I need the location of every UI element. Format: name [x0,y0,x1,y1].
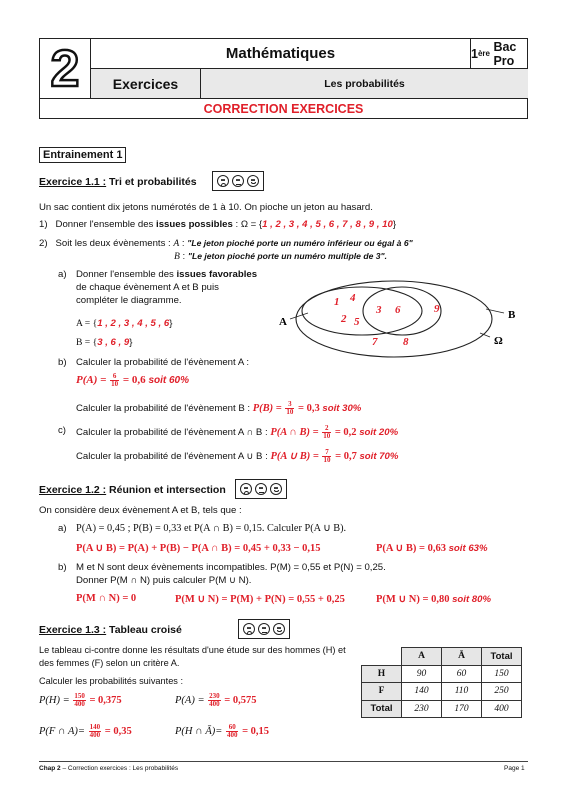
pA-den: 10 [111,380,119,388]
table-cell: 400 [482,700,522,718]
venn-label-omega: Ω [494,335,503,347]
q1-number: 1) [39,219,48,230]
level-sup: ère [477,49,490,58]
chapter-number-cell [40,39,91,99]
venn-value: 8 [403,336,409,348]
pA-num: 6 [110,373,119,381]
q1-after: : Ω = { [232,219,263,230]
pB-text: Calculer la probabilité de l'évènement B : [76,402,253,414]
table-cell: 110 [442,683,482,701]
ex12b-calc1: P(M ∩ N) = 0 [76,593,137,604]
ex12-heading [39,484,226,496]
ex13-intro2: des femmes (F) selon un critère A. [39,658,180,668]
pA2-lhs: P(A) = [175,694,208,706]
pAnB-den: 10 [323,432,331,440]
footer-divider [39,761,528,762]
pAuB-result: = 0,7 [332,450,360,462]
pB-lhs: P(B) = [252,402,285,414]
pAnB-lhs: P(A ∩ B) = [270,426,322,438]
sad-face-icon [217,175,229,187]
q2-text: Soit les deux évènements : [55,238,174,249]
pB-line [76,401,361,416]
sad-face-icon [243,623,255,635]
ex13-intro1: Le tableau ci-contre donne les résultats d'une étude sur des hommes (H) et [39,645,346,655]
set-b-values: 3 , 6 , 9 [97,337,130,348]
pFA-result: = 0,35 [102,725,132,737]
pAnB-percent: soit 20% [359,426,399,438]
neutral-face-icon [258,623,270,635]
ex12b-result [376,593,491,605]
difficulty-smileys [212,171,264,191]
ex11-intro: Un sac contient dix jetons numérotés de 1 à 10. On pioche un jeton au hasard. [39,202,373,213]
q2a-line2: de chaque évènement A et B puis [76,282,219,293]
pA2-den: 400 [209,700,220,708]
table-row [362,665,522,683]
event-a-desc: "Le jeton pioché porte un numéro inférieur ou égal à 6" [187,238,413,248]
pFA-lhs: P(F ∩ A)= [39,725,88,737]
q2a-line3: compléter le diagramme. [76,295,182,306]
table-row-label: Total [362,700,402,718]
table-row-label: H [362,665,402,683]
neutral-face-icon [232,175,244,187]
event-a-name: A [173,238,180,249]
pH-formula [39,693,122,708]
venn-value: 2 [341,313,347,325]
ex13-heading [39,624,182,636]
pHA-result: = 0,15 [239,725,270,737]
set-b-close: } [129,337,133,348]
ex11-heading [39,176,197,188]
set-b-ellipse [363,287,441,335]
ex12a-calc: P(A ∪ B) = P(A) + P(B) − P(A ∩ B) = 0,45 + 0,33 − 0,15 [76,543,321,554]
q2c-label: c) [58,425,66,436]
pB-result: = 0,3 [295,402,323,414]
table-cell: 170 [442,700,482,718]
q1-text: Donner l'ensemble des [55,219,157,230]
set-a-prefix: A = { [76,318,98,329]
venn-value: 7 [372,336,378,348]
section-label: Exercices [91,69,201,99]
ex11-label: Exercice 1.1 : [39,176,107,188]
header-box [39,38,528,119]
pH-lhs: P(H) = [39,694,73,706]
happy-face-icon [270,483,282,495]
table-header: Ā [442,648,482,666]
pAnB-result: = 0,2 [332,426,360,438]
pAuB-num: 7 [322,449,331,457]
table-row [362,700,522,718]
level-prefix: 1 [471,46,478,61]
ex12-intro: On considère deux évènement A et B, tels que : [39,505,242,516]
q2-number: 2) [39,238,48,249]
venn-value: 4 [350,292,356,304]
set-a-ellipse [302,287,422,335]
training-title: Entrainement 1 [39,147,126,163]
venn-label-a: A [279,316,287,328]
chapter-number: 2 [50,39,80,98]
pH-result: = 0,375 [86,694,122,706]
pA-lhs: P(A) = [76,374,110,387]
subject-title: Mathématiques [91,39,471,69]
happy-face-icon [247,175,259,187]
difficulty-smileys [238,619,290,639]
set-a-close: } [169,318,173,329]
ex11-q2: 2) Soit les deux évènements : A : "Le jeton pioché porte un numéro inférieur ou égal à 6" [39,238,413,249]
ex12b-res: P(M ∪ N) = 0,80 [376,594,453,605]
ex13-title: Tableau croisé [106,624,182,636]
table-cell: 60 [442,665,482,683]
table-cell: 90 [402,665,442,683]
set-a-values: 1 , 2 , 3 , 4 , 5 , 6 [97,318,170,329]
pA-result: = 0,6 [120,374,149,387]
pB-num: 3 [285,401,294,409]
pB-den: 10 [286,408,294,416]
table-cell: 250 [482,683,522,701]
c-text1: Calculer la probabilité de l'évènement A ∩ B : [76,426,271,438]
set-b [76,337,132,348]
pAnB-line [76,425,398,440]
table-header: Total [482,648,522,666]
venn-value: 5 [354,316,360,328]
q1-bold: issues possibles [156,219,233,230]
ex11-q1 [39,219,396,230]
pHA-den: 400 [226,731,238,739]
ex12-label: Exercice 1.2 : [39,484,107,496]
pAuB-lhs: P(A ∪ B) = [270,450,322,462]
ex12b-calc2: P(M ∪ N) = P(M) + P(N) = 0,55 + 0,25 [175,594,345,605]
sad-face-icon [240,483,252,495]
pAuB-line [76,449,398,464]
happy-face-icon [273,623,285,635]
correction-title: CORRECTION EXERCICES [203,102,364,116]
ex12a-res: P(A ∪ B) = 0,63 [376,543,449,554]
pFA-num: 140 [89,723,101,731]
table-cell: 140 [402,683,442,701]
set-a [76,318,172,329]
venn-value: 9 [434,303,440,315]
label-b-pointer [486,309,504,313]
pHA-lhs: P(H ∩ Ā)= [175,725,225,737]
ex12b-pct: soit 80% [452,594,492,605]
pB-percent: soit 30% [322,402,362,414]
level-rest: Bac Pro [493,39,517,68]
ex12b-text1: M et N sont deux évènements incompatibles. P(M) = 0,55 et P(N) = 0,25. [76,562,386,573]
venn-value: 1 [334,296,340,308]
pA-formula [76,373,189,388]
pH-num: 150 [74,692,85,700]
pFA-den: 400 [89,731,101,739]
ex12a-pct: soit 63% [448,543,488,554]
footer-desc: – Correction exercices : Les probabilités [60,765,179,772]
ex11-eventB: B : "Le jeton pioché porte un numéro multiple de 3". [174,251,388,262]
table-cell: 230 [402,700,442,718]
q2a-label: a) [58,269,67,280]
venn-diagram [272,275,522,365]
ex12a-text: P(A) = 0,45 ; P(B) = 0,33 et P(A ∩ B) = 0,15. Calculer P(A ∪ B). [76,523,347,534]
neutral-face-icon [255,483,267,495]
ex11-title: Tri et probabilités [106,176,197,188]
pA-percent: soit 60% [148,375,190,387]
q2b-text: Calculer la probabilité de l'évènement A : [76,357,250,368]
table-row-label: F [362,683,402,701]
cross-table [361,647,522,718]
ex12a-result [376,542,488,554]
ex12b-label: b) [58,562,67,573]
q2a-line1 [76,269,257,280]
table-header-row [362,648,522,666]
venn-label-b: B [508,309,516,321]
venn-value: 3 [376,304,382,316]
pA2-formula [175,693,257,708]
topic-label: Les probabilités [201,69,528,99]
q2a-line1-bold: issues favorables [176,269,258,280]
event-b-name: B [174,251,180,262]
pA2-result: = 0,575 [221,694,257,706]
table-cell: 150 [482,665,522,683]
ex12a-label: a) [58,523,67,534]
footer-chap: Chap 2 [39,765,61,772]
table-corner [362,648,402,666]
c-text2: Calculer la probabilité de l'évènement A ∪ B : [76,450,271,462]
level-label [471,39,528,69]
table-row [362,683,522,701]
ex13-ask: Calculer les probabilités suivantes : [39,676,184,686]
pFA-formula [39,724,132,739]
q1-answer: 1 , 2 , 3 , 4 , 5 , 6 , 7 , 8 , 9 , 10 [262,219,393,230]
label-a-pointer [290,313,308,319]
ex13-label: Exercice 1.3 : [39,624,107,636]
pHA-num: 60 [226,724,239,732]
pAuB-den: 10 [323,456,331,464]
footer-text [39,765,178,772]
venn-value: 6 [395,304,401,316]
pAuB-percent: soit 70% [359,450,399,462]
ex12-title: Réunion et intersection [106,484,226,496]
table-header: A [402,648,442,666]
q2a-line1-pre: Donner l'ensemble des [76,269,177,280]
set-b-prefix: B = { [76,337,98,348]
footer-page: Page 1 [504,765,525,772]
pHA-formula [175,724,269,739]
difficulty-smileys [235,479,287,499]
event-b-desc: "Le jeton pioché porte un numéro multiple de 3". [187,251,388,261]
q2b-label: b) [58,357,67,368]
q1-close: } [392,219,397,230]
pA2-num: 230 [209,692,220,700]
pAnB-num: 2 [322,425,331,433]
ex12b-text2: Donner P(M ∩ N) puis calculer P(M ∪ N). [76,575,252,586]
pH-den: 400 [74,700,85,708]
